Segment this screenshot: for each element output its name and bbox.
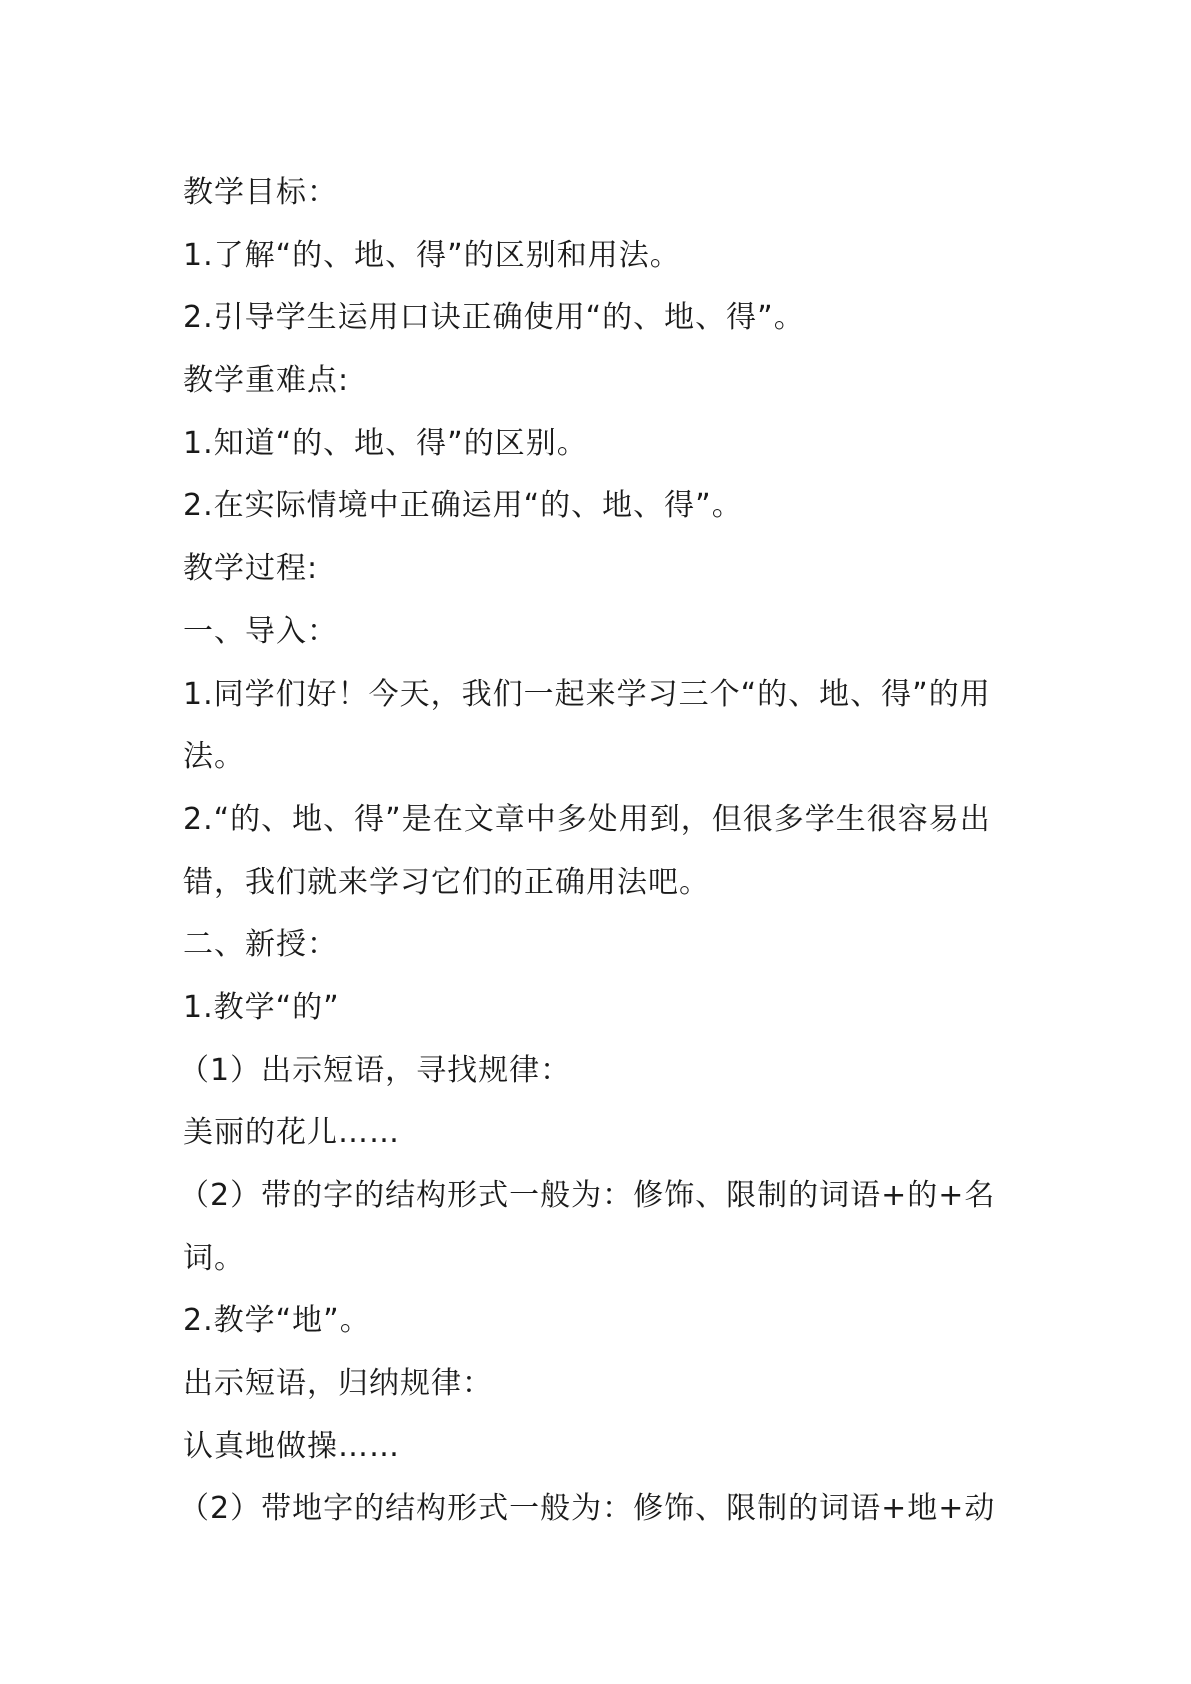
- lesson-de-step-1: （1）出示短语，寻找规律：: [179, 1052, 572, 1088]
- intro-paragraph-1-line-1: 1.同学们好！今天，我们一起来学习三个“的、地、得”的用: [183, 676, 991, 712]
- lesson-de-example: 美丽的花儿……: [183, 1115, 400, 1151]
- intro-paragraph-2-line-1: 2.“的、地、得”是在文章中多处用到，但很多学生很容易出: [183, 801, 991, 837]
- key-point-1: 1.知道“的、地、得”的区别。: [183, 425, 588, 461]
- intro-paragraph-2-line-2: 错，我们就来学习它们的正确用法吧。: [183, 864, 710, 900]
- goal-item-1: 1.了解“的、地、得”的区别和用法。: [183, 237, 681, 273]
- lesson-de-step-2-line-1: （2）带的字的结构形式一般为：修饰、限制的词语+的+名: [179, 1178, 996, 1213]
- heading-teaching-goals: 教学目标：: [183, 175, 338, 210]
- lesson-di-step-2: （2）带地字的结构形式一般为：修饰、限制的词语+地+动: [179, 1491, 996, 1527]
- lesson-de-step-2-line-2: 词。: [183, 1240, 245, 1276]
- intro-paragraph-1-line-2: 法。: [183, 739, 245, 775]
- section-new-lesson: 二、新授：: [183, 927, 338, 963]
- lesson-item-de: 1.教学“的”: [183, 989, 340, 1025]
- section-introduction: 一、导入：: [183, 613, 338, 649]
- lesson-di-example: 认真地做操……: [183, 1428, 400, 1464]
- lesson-item-di: 2.教学“地”。: [183, 1303, 371, 1339]
- document-body: [179, 162, 1018, 1541]
- goal-item-2: 2.引导学生运用口诀正确使用“的、地、得”。: [183, 300, 805, 336]
- key-point-2: 2.在实际情境中正确运用“的、地、得”。: [183, 488, 743, 524]
- lesson-di-step-1: 出示短语，归纳规律：: [183, 1366, 493, 1402]
- heading-teaching-process: 教学过程:: [183, 551, 319, 587]
- heading-key-points: 教学重难点:: [183, 363, 350, 399]
